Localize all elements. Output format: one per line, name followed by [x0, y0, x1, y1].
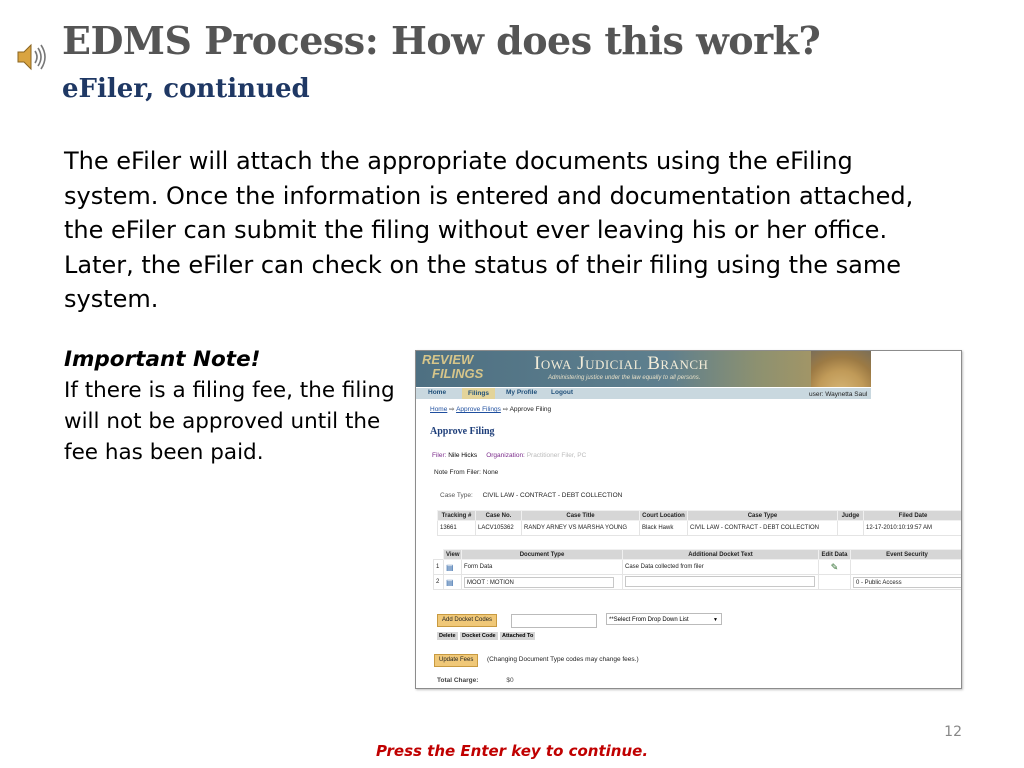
site-banner — [416, 351, 871, 387]
slide-subtitle: eFiler, continued — [62, 74, 310, 104]
breadcrumb-approve-filings[interactable]: Approve Filings — [456, 406, 501, 413]
docket-text-field[interactable] — [625, 576, 815, 587]
nav-filings[interactable]: Filings — [462, 388, 495, 399]
docket-code-button[interactable]: Docket Code — [462, 633, 496, 639]
document-icon[interactable]: ▤ — [446, 562, 454, 572]
table-row: 1 ▤ Form Data Case Data collected from filer ✎ — [434, 560, 963, 575]
add-docket-codes-button[interactable]: Add Docket Codes — [437, 614, 497, 627]
nav-home[interactable]: Home — [428, 389, 447, 396]
filer-info: Filer: Nile Hicks Organization: Practitioner Filer, PC — [432, 452, 587, 459]
filer-name: Nile Hicks — [448, 452, 478, 459]
fees-note: (Changing Document Type codes may change fees.) — [487, 656, 639, 663]
table-header-row: View Document Type Additional Docket Text Edit Data Event Security — [434, 550, 963, 560]
note-title: Important Note! — [64, 347, 261, 372]
banner-tagline: Administering justice under the law equally to all persons. — [548, 375, 701, 381]
table-header-row: Tracking # Case No. Case Title Court Location Case Type Judge Filed Date — [438, 511, 963, 521]
event-security-select[interactable]: 0 - Public Access — [853, 577, 962, 588]
current-user: user: Waynetta Saul — [809, 391, 868, 398]
document-icon[interactable]: ▤ — [446, 577, 454, 587]
note-from-filer: Note From Filer: None — [434, 469, 499, 476]
breadcrumb-current: Approve Filing — [509, 406, 552, 413]
page-heading: Approve Filing — [430, 426, 495, 437]
delete-button[interactable]: Delete — [439, 633, 456, 639]
docket-code-input[interactable] — [511, 614, 597, 628]
case-table — [437, 510, 962, 536]
important-note — [64, 344, 404, 468]
capitol-dome-image — [811, 351, 871, 387]
review-filings-logo: REVIEW FILINGS — [422, 352, 484, 381]
speaker-icon[interactable] — [14, 40, 48, 74]
total-charge: Total Charge: $0 — [437, 677, 514, 684]
banner-title: Iowa Judicial Branch — [534, 353, 709, 374]
document-table — [433, 549, 962, 590]
breadcrumb-arrow-icon: ⇨ — [449, 406, 455, 413]
table-row: 13661 LACV105362 RANDY ARNEY VS MARSHA YOUNG Black Hawk CIVIL LAW - CONTRACT - DEBT COLLECTION 12-17-2010:10:19:57 AM — [438, 521, 963, 536]
organization-name: Practitioner Filer, PC — [526, 452, 587, 459]
case-type: Case Type: CIVIL LAW - CONTRACT - DEBT COLLECTION — [440, 492, 623, 499]
attached-to-button[interactable]: Attached To — [502, 633, 534, 639]
nav-my-profile[interactable]: My Profile — [506, 389, 538, 396]
breadcrumb-arrow-icon: ⇨ — [502, 406, 509, 413]
chevron-down-icon: ▼ — [713, 617, 718, 623]
efiling-screenshot — [415, 350, 962, 689]
breadcrumb — [430, 405, 551, 413]
update-fees-button[interactable]: Update Fees — [434, 654, 478, 667]
slide-title: EDMS Process: How does this work? — [62, 18, 821, 63]
total-charge-value: $0 — [506, 677, 514, 684]
edit-icon[interactable]: ✎ — [830, 561, 839, 572]
page-number: 12 — [944, 724, 962, 740]
document-type-field[interactable]: MOOT : MOTION — [464, 577, 614, 588]
docket-code-select[interactable]: **Select From Drop Down List ▼ — [606, 613, 722, 625]
nav-logout[interactable]: Logout — [551, 389, 574, 396]
table-row: 2 ▤ MOOT : MOTION 0 - Public Access — [434, 575, 963, 590]
nav-bar — [416, 388, 871, 399]
note-text: If there is a filing fee, the filing will not be approved until the fee has been paid. — [64, 378, 395, 465]
continue-prompt: Press the Enter key to continue. — [375, 742, 649, 760]
breadcrumb-home[interactable]: Home — [430, 406, 448, 413]
slide-body: The eFiler will attach the appropriate documents using the eFiling system. Once the information is entered and documentation attached, the eFiler can submit the filing without ever leaving his or her office. Later, the eFiler can check on the status of their filing using the same system. — [64, 147, 914, 313]
